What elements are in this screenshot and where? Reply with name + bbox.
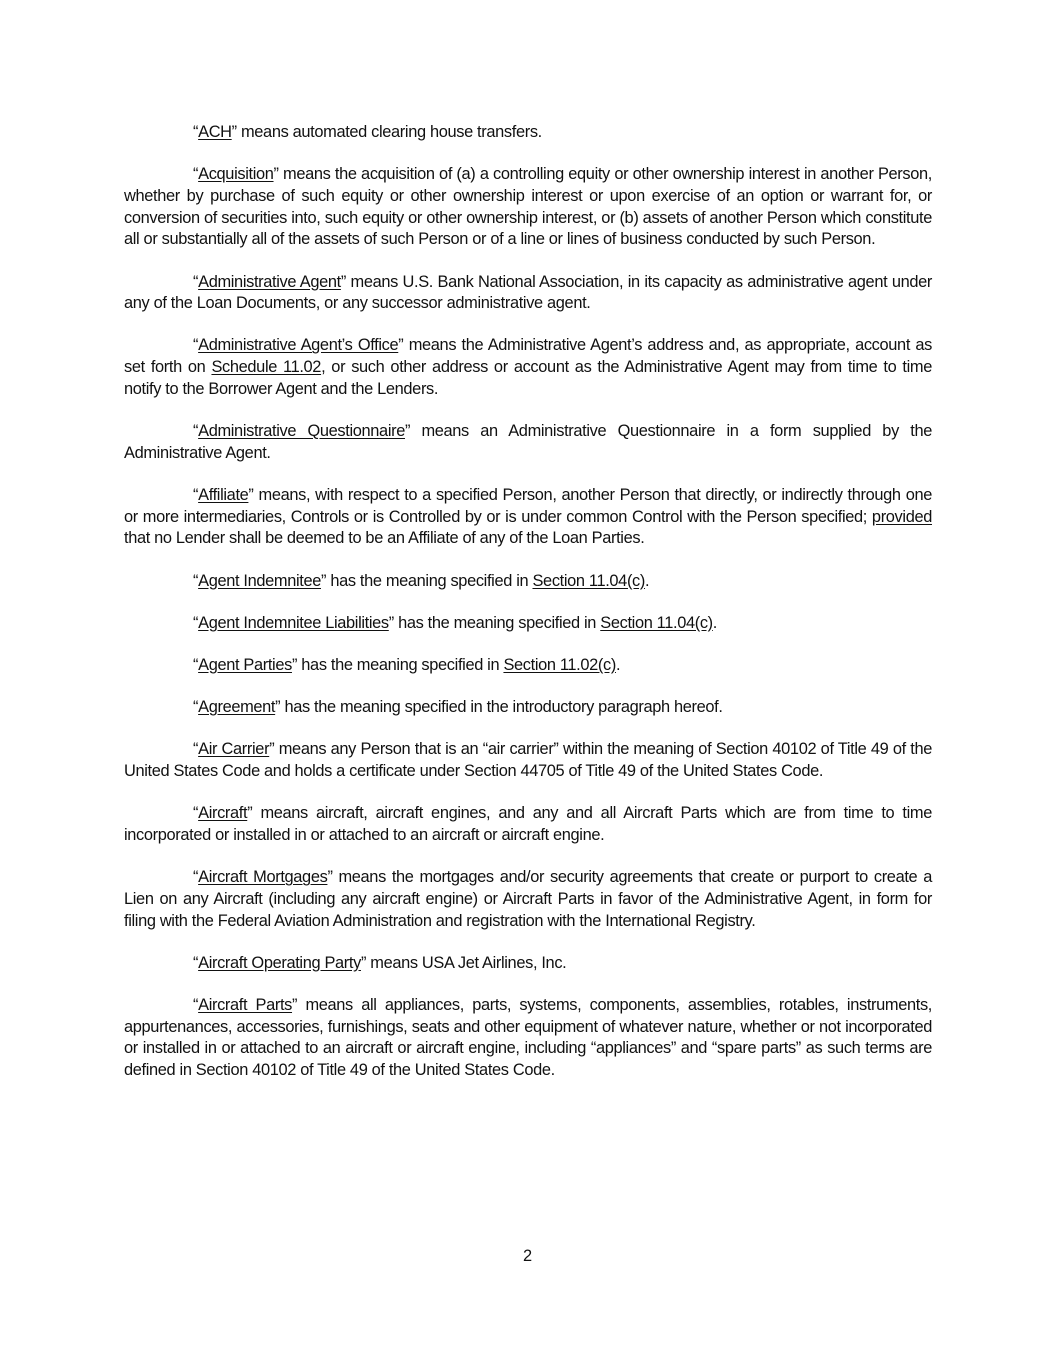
defined-term: Agent Indemnitee Liabilities: [198, 613, 389, 632]
definition-agent-parties: “Agent Parties” has the meaning specified in Section 11.02(c).: [193, 655, 621, 674]
definition-text: has the meaning specified in the introductory paragraph hereof.: [280, 698, 723, 717]
cross-reference: Section 11.04(c): [600, 613, 713, 632]
definition-text: means the Administrative Agent’s address and, as appropriate, account as set forth on: [124, 336, 932, 377]
definition-text: has the meaning specified in: [393, 613, 601, 632]
defined-term: Agreement: [198, 698, 276, 717]
definition-text: that no Lender shall be deemed to be an Affiliate of any of the Loan Parties.: [124, 529, 645, 548]
definition-affiliate: “Affiliate” means, with respect to a specified Person, another Person that directly, or indirectly through one or more intermediaries, Controls or is Controlled by or is under common Control with the Person specified; provided that no Lender shall be deemed to be an Affiliate of any of the Loan Parties.: [124, 485, 932, 548]
definition-text: means any Person that is an “air carrier” within the meaning of Section 40102 of Title 49 of the United States Code and holds a certificate under Section 44705 of Title 49 of the United States Code.: [124, 740, 932, 781]
defined-term: Acquisition: [198, 165, 274, 184]
cross-reference: Section 11.02(c): [503, 655, 616, 674]
defined-term: Aircraft Mortgages: [198, 868, 328, 887]
page-number: 2: [522, 1247, 533, 1265]
defined-term: Aircraft: [198, 804, 248, 823]
definition-aircraft-parts: “Aircraft Parts” means all appliances, parts, systems, components, assemblies, rotables, instruments, appurtenances, accessories, furnishings, seats and other equipment of whatever nature, whether or not incorporated or installed in or attached to an aircraft or aircraft engine, including “appliances” and “spare parts” as such terms are defined in Section 40102 of Title 49 of the United States Code.: [124, 995, 932, 1080]
defined-term: Administrative Agent’s Office: [198, 336, 399, 355]
definition-ach: “ACH” means automated clearing house transfers.: [193, 123, 542, 141]
definition-text: means, with respect to a specified Person, another Person that directly, or indirectly through one or more intermediaries, Controls or is Controlled by or is under common Control with the Person specified;: [124, 485, 932, 526]
definition-text: means aircraft, aircraft engines, and any and all Aircraft Parts which are from time to time incorporated or installed in or attached to an aircraft or aircraft engine.: [124, 804, 932, 844]
definition-aircraft-mortgages: “Aircraft Mortgages” means the mortgages and/or security agreements that create or purport to create a Lien on any Aircraft (including any aircraft engine) or Aircraft Parts in favor of the Administrative Agent, in form for filing with the Federal Aviation Administration and registration with the International Registry.: [124, 868, 932, 930]
cross-reference: Schedule 11.02: [211, 358, 322, 377]
definition-text: means automated clearing house transfers.: [236, 123, 542, 141]
definition-text: means USA Jet Airlines, Inc.: [366, 953, 567, 972]
definition-text: means an Administrative Questionnaire in a form supplied by the Administrative Agent.: [124, 422, 933, 462]
defined-term: Air Carrier: [198, 740, 270, 759]
definition-administrative-questionnaire: “Administrative Questionnaire” means an Administrative Questionnaire in a form supplied by the Administrative Agent.: [124, 422, 933, 462]
defined-term: Affiliate: [198, 485, 249, 504]
definition-text: has the meaning specified in: [297, 655, 504, 674]
definition-administrative-agent: “Administrative Agent” means U.S. Bank National Association, in its capacity as administrative agent under any of the Loan Documents, or any successor administrative agent.: [124, 272, 933, 313]
definition-administrative-agents-office: “Administrative Agent’s Office” means the Administrative Agent’s address and, as appropriate, account as set forth on Schedule 11.02, or such other address or account as the Administrative Agent may from time to time notify to the Borrower Agent and the Lenders.: [124, 336, 932, 398]
definition-agent-indemnitee: “Agent Indemnitee” has the meaning specified in Section 11.04(c).: [193, 571, 650, 590]
definition-text: means U.S. Bank National Association, in its capacity as administrative agent under any of the Loan Documents, or any successor administrative agent.: [124, 272, 933, 313]
proviso-term: provided: [871, 507, 932, 526]
definition-text: has the meaning specified in: [326, 571, 533, 590]
defined-term: Aircraft Operating Party: [198, 953, 361, 972]
definition-text: means all appliances, parts, systems, components, assemblies, rotables, instruments, appurtenances, accessories, furnishings, seats and other equipment of whatever nature, whether or not incorporated or installed in or attached to an aircraft or aircraft engine, including “appliances” and “spare parts” as such terms are defined in Section 40102 of Title 49 of the United States Code.: [124, 995, 932, 1080]
defined-term: Administrative Agent: [198, 272, 341, 291]
definition-air-carrier: “Air Carrier” means any Person that is an “air carrier” within the meaning of Section 40102 of Title 49 of the United States Code and holds a certificate under Section 44705 of Title 49 of the United States Code.: [124, 740, 932, 781]
cross-reference: Section 11.04(c): [532, 571, 646, 590]
definition-aircraft-operating-party: “Aircraft Operating Party” means USA Jet Airlines, Inc.: [193, 953, 567, 972]
definitions-section: [124, 122, 932, 1102]
definition-text: , or such other address or account as the Administrative Agent may from time to time notify to the Borrower Agent and the Lenders.: [124, 358, 932, 398]
defined-term: Agent Parties: [198, 655, 292, 674]
definition-aircraft: “Aircraft” means aircraft, aircraft engines, and any and all Aircraft Parts which are from time to time incorporated or installed in or attached to an aircraft or aircraft engine.: [124, 804, 932, 844]
defined-term: Administrative Questionnaire: [198, 422, 405, 441]
definition-agreement: “Agreement” has the meaning specified in the introductory paragraph hereof.: [193, 698, 723, 717]
defined-term: Aircraft Parts: [198, 995, 293, 1014]
defined-term: ACH: [198, 123, 232, 141]
definition-agent-indemnitee-liabilities: “Agent Indemnitee Liabilities” has the meaning specified in Section 11.04(c).: [193, 613, 718, 632]
definition-text: means the acquisition of (a) a controlling equity or other ownership interest in another Person, whether by purchase of such equity or other ownership interest or upon exercise of an option or warrant for, or conversion of securities into, such equity or other ownership interest, or (b) assets of another Person which constitute all or substantially all of the assets of such Person or of a line or lines of business conducted by such Person.: [124, 165, 932, 249]
definition-text: means the mortgages and/or security agreements that create or purport to create a Lien on any Aircraft (including any aircraft engine) or Aircraft Parts in favor of the Administrative Agent, in form for filing with the Federal Aviation Administration and registration with the International Registry.: [124, 868, 932, 930]
definition-acquisition: “Acquisition” means the acquisition of (a) a controlling equity or other ownership interest in another Person, whether by purchase of such equity or other ownership interest or upon exercise of an option or warrant for, or conversion of securities into, such equity or other ownership interest, or (b) assets of another Person which constitute all or substantially all of the assets of such Person or of a line or lines of business conducted by such Person.: [124, 165, 932, 249]
defined-term: Agent Indemnitee: [198, 571, 321, 590]
